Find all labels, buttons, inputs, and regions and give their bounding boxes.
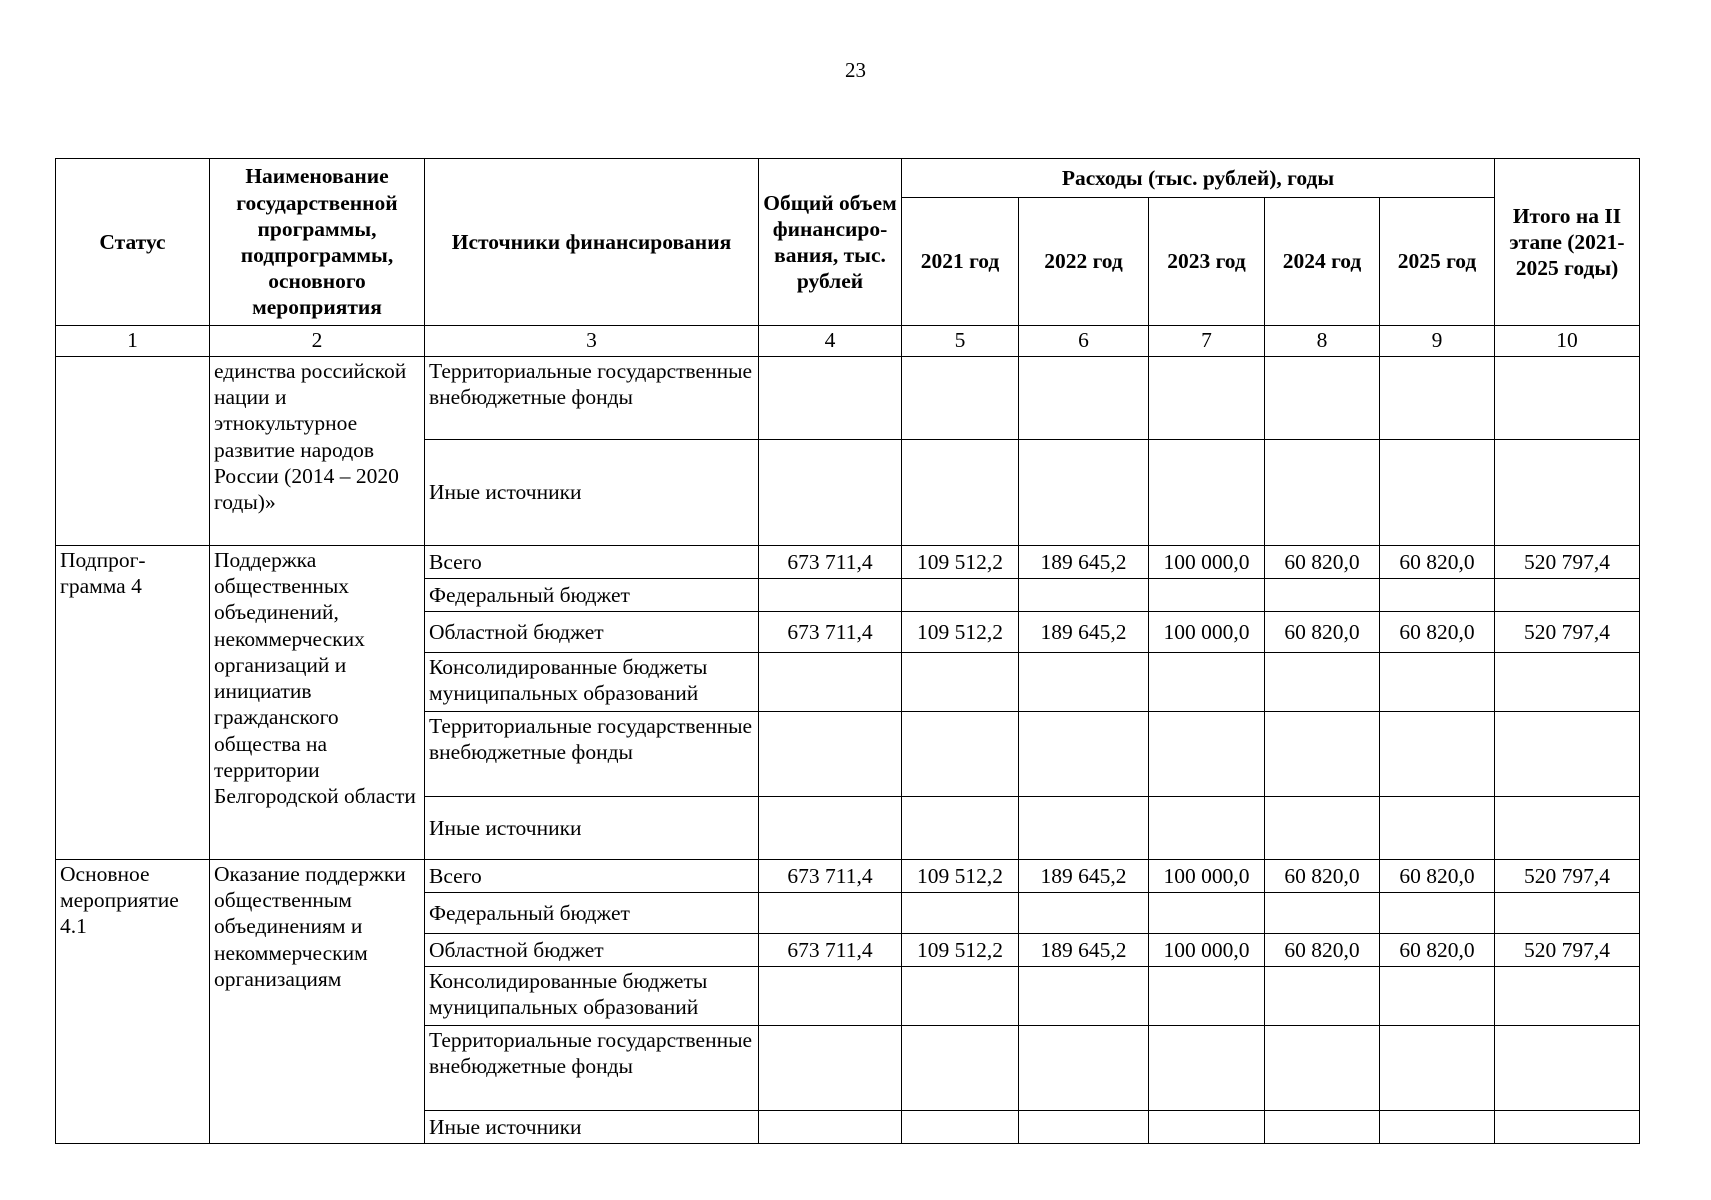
column-number: 2 bbox=[210, 326, 425, 357]
value-cell bbox=[1380, 967, 1495, 1026]
value-cell bbox=[1265, 712, 1380, 797]
status-cell: Подпрог-грамма 4 bbox=[56, 546, 210, 860]
value-cell bbox=[759, 797, 902, 860]
value-cell bbox=[902, 797, 1019, 860]
value-cell bbox=[1149, 712, 1265, 797]
table-row bbox=[56, 546, 1640, 579]
value-cell bbox=[1019, 797, 1149, 860]
source-cell: Федеральный бюджет bbox=[425, 893, 759, 934]
value-cell: 673 711,4 bbox=[759, 612, 902, 653]
value-cell bbox=[1019, 1026, 1149, 1111]
value-cell bbox=[1495, 1026, 1640, 1111]
value-cell bbox=[759, 579, 902, 612]
value-cell: 60 820,0 bbox=[1265, 860, 1380, 893]
header-stage-total: Итого на II этапе (2021-2025 годы) bbox=[1495, 159, 1640, 326]
column-number: 4 bbox=[759, 326, 902, 357]
value-cell bbox=[1019, 357, 1149, 440]
value-cell bbox=[1019, 893, 1149, 934]
value-cell bbox=[902, 712, 1019, 797]
value-cell: 520 797,4 bbox=[1495, 860, 1640, 893]
table-row bbox=[56, 860, 1640, 893]
status-cell: Основное мероприятие 4.1 bbox=[56, 860, 210, 1144]
name-cell: Оказание поддержки общественным объединениям и некоммерческим организациям bbox=[210, 860, 425, 1144]
column-number: 3 bbox=[425, 326, 759, 357]
value-cell bbox=[1495, 653, 1640, 712]
value-cell: 109 512,2 bbox=[902, 612, 1019, 653]
source-cell: Территориальные государственные внебюджетные фонды bbox=[425, 712, 759, 797]
value-cell bbox=[1265, 440, 1380, 546]
value-cell bbox=[759, 653, 902, 712]
table-row bbox=[56, 357, 1640, 440]
source-cell: Всего bbox=[425, 546, 759, 579]
page-number: 23 bbox=[845, 58, 866, 82]
source-cell: Территориальные государственные внебюджетные фонды bbox=[425, 357, 759, 440]
value-cell bbox=[1265, 1111, 1380, 1144]
value-cell: 189 645,2 bbox=[1019, 546, 1149, 579]
value-cell bbox=[1495, 357, 1640, 440]
value-cell bbox=[902, 967, 1019, 1026]
header-name: Наименование государственной программы, подпрограммы, основного мероприятия bbox=[210, 159, 425, 326]
name-cell: единства российской нации и этнокультурное развитие народов России (2014 – 2020 годы)» bbox=[210, 357, 425, 546]
value-cell bbox=[759, 1111, 902, 1144]
header-status: Статус bbox=[56, 159, 210, 326]
header-year: 2022 год bbox=[1019, 198, 1149, 326]
value-cell: 100 000,0 bbox=[1149, 934, 1265, 967]
value-cell: 60 820,0 bbox=[1380, 546, 1495, 579]
column-number: 9 bbox=[1380, 326, 1495, 357]
value-cell bbox=[759, 357, 902, 440]
value-cell bbox=[1495, 967, 1640, 1026]
header-total: Общий объем финансиро-вания, тыс. рублей bbox=[759, 159, 902, 326]
value-cell bbox=[902, 893, 1019, 934]
value-cell: 100 000,0 bbox=[1149, 546, 1265, 579]
header-year: 2024 год bbox=[1265, 198, 1380, 326]
value-cell bbox=[1495, 1111, 1640, 1144]
value-cell bbox=[1380, 579, 1495, 612]
value-cell: 60 820,0 bbox=[1380, 612, 1495, 653]
value-cell: 60 820,0 bbox=[1265, 934, 1380, 967]
source-cell: Консолидированные бюджеты муниципальных образований bbox=[425, 653, 759, 712]
value-cell bbox=[1380, 1111, 1495, 1144]
column-number: 10 bbox=[1495, 326, 1640, 357]
column-number: 6 bbox=[1019, 326, 1149, 357]
value-cell bbox=[1149, 797, 1265, 860]
value-cell bbox=[902, 653, 1019, 712]
value-cell bbox=[1149, 653, 1265, 712]
name-cell: Поддержка общественных объединений, некоммерческих организаций и инициатив гражданского общества на территории Белгородской области bbox=[210, 546, 425, 860]
value-cell bbox=[902, 440, 1019, 546]
financing-table bbox=[55, 158, 1640, 1144]
value-cell: 673 711,4 bbox=[759, 860, 902, 893]
value-cell bbox=[1019, 579, 1149, 612]
value-cell: 520 797,4 bbox=[1495, 546, 1640, 579]
header-year: 2021 год bbox=[902, 198, 1019, 326]
column-number: 5 bbox=[902, 326, 1019, 357]
column-number-row bbox=[56, 326, 1640, 357]
column-number: 7 bbox=[1149, 326, 1265, 357]
value-cell bbox=[1019, 967, 1149, 1026]
value-cell: 520 797,4 bbox=[1495, 934, 1640, 967]
value-cell bbox=[759, 967, 902, 1026]
value-cell: 60 820,0 bbox=[1380, 860, 1495, 893]
value-cell bbox=[1265, 579, 1380, 612]
value-cell bbox=[1495, 579, 1640, 612]
value-cell bbox=[1265, 967, 1380, 1026]
value-cell: 60 820,0 bbox=[1265, 546, 1380, 579]
value-cell bbox=[1380, 797, 1495, 860]
value-cell: 189 645,2 bbox=[1019, 934, 1149, 967]
value-cell bbox=[1265, 1026, 1380, 1111]
header-expenses: Расходы (тыс. рублей), годы bbox=[902, 159, 1495, 198]
source-cell: Консолидированные бюджеты муниципальных образований bbox=[425, 967, 759, 1026]
value-cell bbox=[1380, 440, 1495, 546]
value-cell: 109 512,2 bbox=[902, 934, 1019, 967]
source-cell: Территориальные государственные внебюджетные фонды bbox=[425, 1026, 759, 1111]
source-cell: Федеральный бюджет bbox=[425, 579, 759, 612]
value-cell: 60 820,0 bbox=[1380, 934, 1495, 967]
column-number: 8 bbox=[1265, 326, 1380, 357]
source-cell: Иные источники bbox=[425, 797, 759, 860]
value-cell bbox=[1495, 893, 1640, 934]
value-cell bbox=[759, 1026, 902, 1111]
value-cell bbox=[1149, 579, 1265, 612]
header-sources: Источники финансирования bbox=[425, 159, 759, 326]
value-cell bbox=[759, 712, 902, 797]
value-cell bbox=[1149, 357, 1265, 440]
value-cell: 189 645,2 bbox=[1019, 612, 1149, 653]
value-cell: 673 711,4 bbox=[759, 934, 902, 967]
value-cell bbox=[759, 440, 902, 546]
value-cell bbox=[1265, 797, 1380, 860]
value-cell bbox=[1019, 712, 1149, 797]
column-number: 1 bbox=[56, 326, 210, 357]
value-cell bbox=[1019, 440, 1149, 546]
value-cell: 520 797,4 bbox=[1495, 612, 1640, 653]
value-cell bbox=[1380, 893, 1495, 934]
source-cell: Областной бюджет bbox=[425, 934, 759, 967]
value-cell bbox=[902, 579, 1019, 612]
value-cell bbox=[1380, 712, 1495, 797]
source-cell: Иные источники bbox=[425, 440, 759, 546]
value-cell bbox=[1495, 712, 1640, 797]
value-cell bbox=[1265, 653, 1380, 712]
value-cell bbox=[1495, 797, 1640, 860]
source-cell: Областной бюджет bbox=[425, 612, 759, 653]
value-cell: 60 820,0 bbox=[1265, 612, 1380, 653]
value-cell bbox=[1265, 893, 1380, 934]
value-cell: 673 711,4 bbox=[759, 546, 902, 579]
header-year: 2023 год bbox=[1149, 198, 1265, 326]
value-cell bbox=[1149, 440, 1265, 546]
value-cell bbox=[1380, 653, 1495, 712]
value-cell: 189 645,2 bbox=[1019, 860, 1149, 893]
value-cell bbox=[902, 1111, 1019, 1144]
value-cell bbox=[1149, 1111, 1265, 1144]
value-cell bbox=[1149, 893, 1265, 934]
source-cell: Иные источники bbox=[425, 1111, 759, 1144]
value-cell: 100 000,0 bbox=[1149, 860, 1265, 893]
value-cell bbox=[1380, 1026, 1495, 1111]
value-cell: 109 512,2 bbox=[902, 860, 1019, 893]
source-cell: Всего bbox=[425, 860, 759, 893]
value-cell bbox=[1495, 440, 1640, 546]
value-cell: 109 512,2 bbox=[902, 546, 1019, 579]
value-cell bbox=[1149, 1026, 1265, 1111]
value-cell bbox=[1149, 967, 1265, 1026]
value-cell bbox=[902, 1026, 1019, 1111]
status-cell bbox=[56, 357, 210, 546]
value-cell bbox=[759, 893, 902, 934]
value-cell bbox=[902, 357, 1019, 440]
value-cell bbox=[1019, 1111, 1149, 1144]
value-cell: 100 000,0 bbox=[1149, 612, 1265, 653]
value-cell bbox=[1265, 357, 1380, 440]
value-cell bbox=[1019, 653, 1149, 712]
header-row bbox=[56, 159, 1640, 198]
value-cell bbox=[1380, 357, 1495, 440]
header-year: 2025 год bbox=[1380, 198, 1495, 326]
